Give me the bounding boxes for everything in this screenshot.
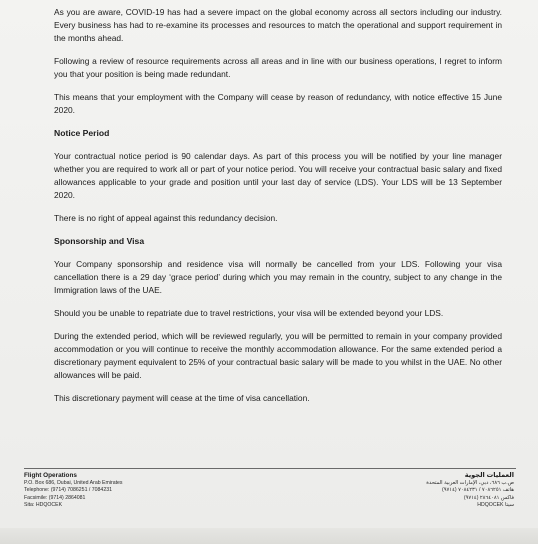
paragraph-visa-extension: Should you be unable to repatriate due to travel restrictions, your visa will be extended beyond your LDS. (54, 308, 444, 318)
footer-telephone: Telephone: (9714) 7086251 / 7084231 (24, 487, 112, 494)
paragraph-covid-impact: As you are aware, COVID-19 has had a severe impact on the global economy across all sectors including our industry. Every business has had to re-examine its processes and resources to match the operational and support requirement in the months ahead. (54, 7, 502, 43)
paragraph-extended-period: During the extended period, which will be reviewed regularly, you will be permitted to remain in your company provided accommodation or you will continue to receive the monthly accommodation allowance. For the same extended period a discretionary payment equivalent to 25% of your contractual basic salary will be made to you whilst in the UAE. No other allowances will be paid. (54, 331, 502, 380)
footer-sita-arabic: سيتا HDQOCEK (477, 502, 514, 509)
footer-department-arabic: العمليات الجوية (464, 472, 514, 479)
footer-facsimile-arabic: فاكس ٢٨٦٤٠٨١ (٩٧١٤) (463, 494, 514, 501)
paragraph-review: Following a review of resource requirements across all areas and in line with our business operations, I regret to inform you that your position is being made redundant. (54, 56, 502, 79)
footer-telephone-arabic: هاتف ٧٠٨٦٢٥١ / ٧٠٨٤٢٣١ (٩٧١٤) (442, 487, 514, 494)
paragraph-cessation: This means that your employment with the Company will cease by reason of redundancy, with notice effective 15 June 2020. (54, 92, 502, 115)
heading-sponsorship-visa: Sponsorship and Visa (54, 236, 145, 246)
footer-sita: Sita: HDQOCEK (24, 502, 63, 509)
paragraph-notice-details: Your contractual notice period is 90 calendar days. As part of this process you will be notified by your line manager whether you are required to work all or part of your notice period. You will receive your contractual basic salary and fixed allowances applicable to your grade and position until your last day of service (LDS). Your LDS will be 13 September 2020. (54, 151, 502, 200)
footer-address-arabic: ص.ب ٦٨٦، دبي، الإمارات العربية المتحدة (426, 480, 514, 486)
letter-body (54, 6, 502, 415)
footer-department: Flight Operations (24, 472, 77, 479)
footer-contact-arabic (314, 472, 514, 510)
page-bottom-edge (0, 528, 538, 544)
paragraph-visa-cancel: Your Company sponsorship and residence visa will normally be cancelled from your LDS. Following your visa cancellation there is a 29 day ‘grace period’ during which you may remain in the country, subject to any change in the Immigration laws of the UAE. (54, 259, 502, 295)
paragraph-payment-cease: This discretionary payment will cease at the time of visa cancellation. (54, 393, 310, 403)
footer-contact-english (24, 472, 244, 510)
footer-divider (24, 468, 516, 469)
footer-facsimile: Facsimile: (9714) 2864081 (24, 494, 86, 501)
paragraph-no-appeal: There is no right of appeal against this redundancy decision. (54, 213, 278, 223)
footer-address: P.O. Box 686, Dubai, United Arab Emirates (24, 480, 123, 486)
heading-notice-period: Notice Period (54, 128, 110, 138)
